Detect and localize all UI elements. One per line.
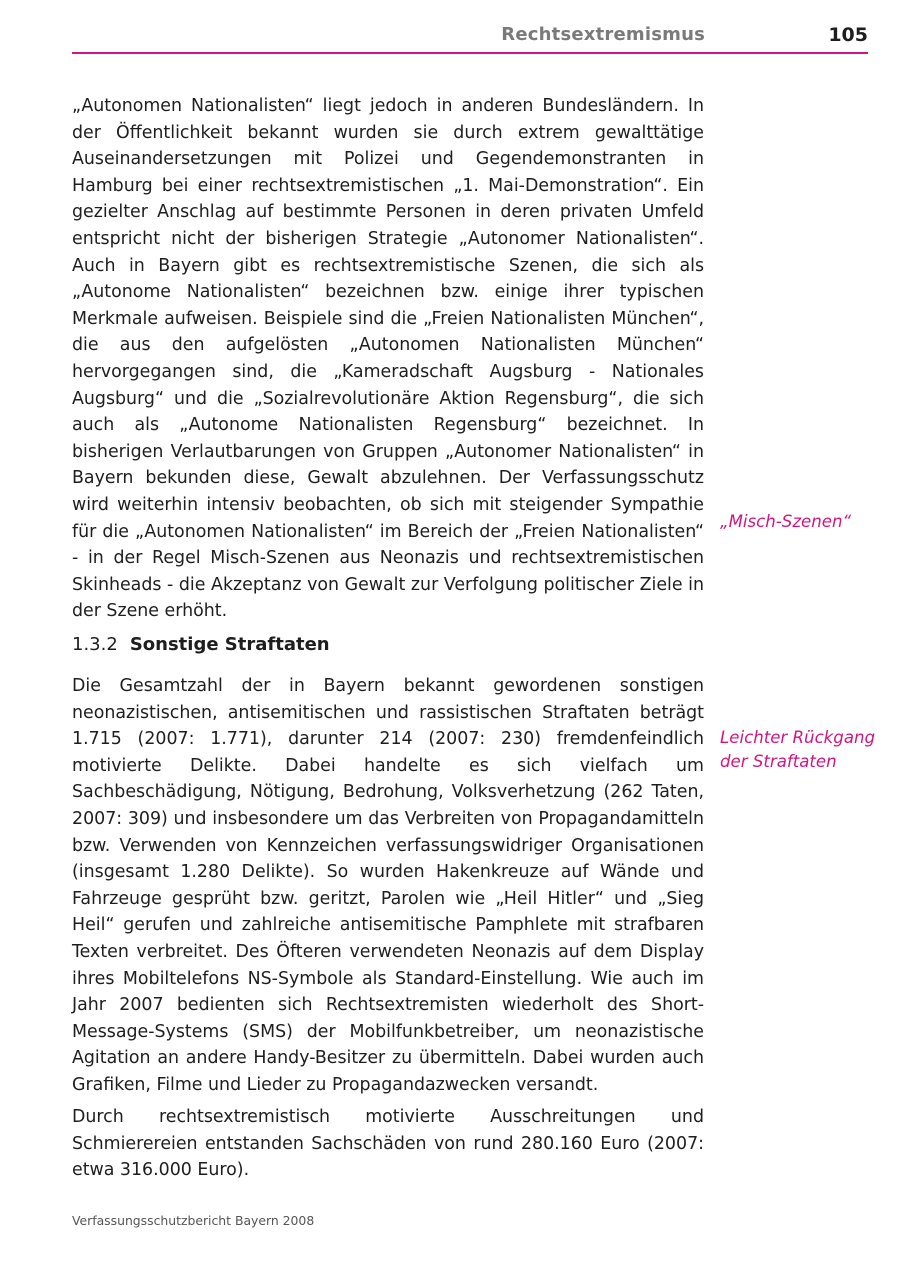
page-number: 105: [828, 24, 868, 46]
body-paragraph-1: „Autonomen Nationalisten“ liegt jedoch in anderen Bundesländern. In der Öffentlichkeit bekannt wurden sie durch extrem gewalttätige Auseinandersetzungen mit Polizei und Gegendemonstranten in Hamburg bei einer rechtsextremistischen „1. Mai-Demonstration“. Ein gezielter Anschlag auf bestimmte Personen in deren privaten Umfeld entspricht nicht der bisherigen Strategie „Autonomer Nationalisten“. Auch in Bayern gibt es rechtsextremistische Szenen, die sich als „Autonome Nationalisten“ bezeichnen bzw. einige ihrer typischen Merkmale aufweisen. Beispiele sind die „Freien Nationalisten München“, die aus den aufgelösten „Autonomen Nationalisten München“ hervorgegangen sind, die „Kameradschaft Augsburg - Nationales Augsburg“ und die „Sozialrevolutionäre Aktion Regensburg“, die sich auch als „Autonome Nationalisten Regensburg“ bezeichnet. In bisherigen Verlautbarungen von Gruppen „Autonomer Nationalisten“ in Bayern bekunden diese, Gewalt abzulehnen. Der Verfassungsschutz wird weiterhin intensiv beobachten, ob sich mit steigender Sympathie für die „Autonomen Nationalisten“ im Bereich der „Freien Nationalisten“ - in der Regel Misch-Szenen aus Neonazis und rechtsextremistischen Skinheads - die Akzeptanz von Gewalt zur Verfolgung politischer Ziele in der Szene erhöht.: [72, 96, 704, 622]
page-footer: Verfassungsschutzbericht Bayern 2008: [72, 1213, 315, 1228]
header-divider: [72, 52, 868, 54]
margin-note-misch-szenen: „Misch-Szenen“: [720, 512, 852, 531]
section-title: Sonstige Straftaten: [129, 634, 330, 655]
body-paragraph-3: Durch rechtsextremistisch motivierte Ausschreitungen und Schmierereien entstanden Sachschäden von rund 280.160 Euro (2007: etwa 316.000 Euro).: [72, 1107, 704, 1181]
margin-note-rueckgang: Leichter Rückgang der Straftaten: [720, 728, 876, 771]
running-title: Rechtsextremismus: [501, 24, 705, 45]
section-heading: [72, 632, 330, 658]
running-header: [72, 24, 868, 50]
body-paragraph-2: Die Gesamtzahl der in Bayern bekannt gewordenen sonstigen neonazistischen, antisemitischen und rassistischen Straftaten beträgt 1.715 (2007: 1.771), darunter 214 (2007: 230) fremdenfeindlich motivierte Delikte. Dabei handelte es sich vielfach um Sachbeschädigung, Nötigung, Bedrohung, Volksverhetzung (262 Taten, 2007: 309) und insbesondere um das Verbreiten von Propagandamitteln bzw. Verwenden von Kennzeichen verfassungswidriger Organisationen (insgesamt 1.280 Delikte). So wurden Hakenkreuze auf Wände und Fahrzeuge gesprüht bzw. geritzt, Parolen wie „Heil Hitler“ und „Sieg Heil“ gerufen und zahlreiche antisemitische Pamphlete mit strafbaren Texten verbreitet. Des Öfteren verwendeten Neonazis auf dem Display ihres Mobiltelefons NS-Symbole als Standard-Einstellung. Wie auch im Jahr 2007 bedienten sich Rechtsextremisten wiederholt des Short-Message-Systems (SMS) der Mobilfunkbetreiber, um neonazistische Agitation an andere Handy-Besitzer zu übermitteln. Dabei wurden auch Grafiken, Filme und Lieder zu Propagandazwecken versandt.: [72, 676, 704, 1095]
section-number: 1.3.2: [72, 634, 118, 655]
